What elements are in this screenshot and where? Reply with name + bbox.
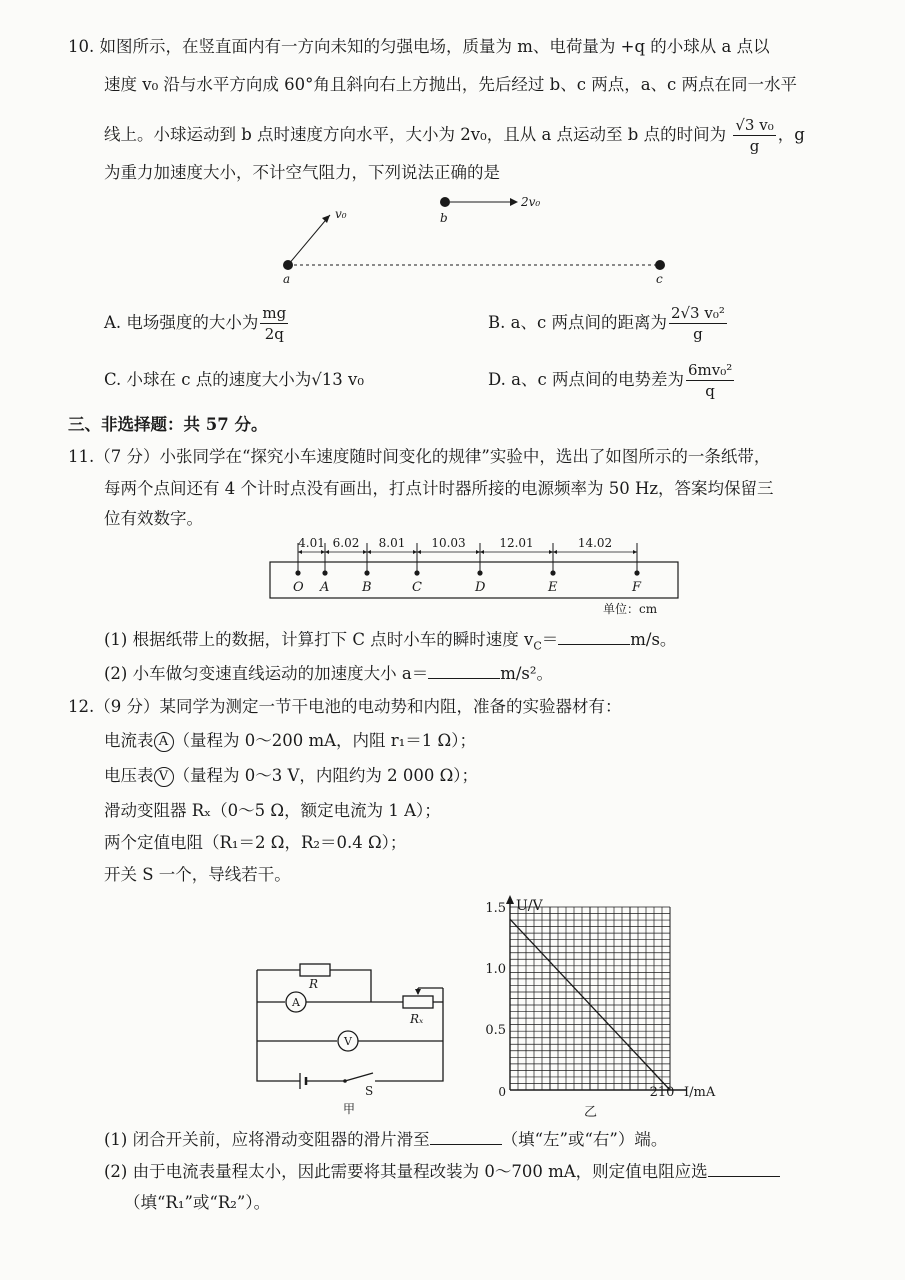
tape-segment-length: 6.02 [332, 536, 360, 550]
q10-line4: 为重力加速度大小，不计空气阻力，下列说法正确的是 [104, 163, 500, 182]
label-b: b [440, 211, 448, 225]
label-2v0: 2v₀ [521, 195, 541, 209]
vc-answer-blank[interactable] [558, 628, 630, 645]
fraction-numerator: 2√3 v₀² [670, 304, 725, 322]
q10-line3-text: 线上。小球运动到 b 点时速度方向水平，大小为 2v₀，且从 a 点运动至 b 点的时间为 [104, 125, 727, 144]
fraction-numerator: 6mv₀² [687, 361, 733, 379]
tape-point-label: O [293, 580, 304, 595]
q12-item1 [104, 730, 476, 752]
tape-segment-length: 12.01 [499, 536, 534, 550]
option-d-text: D. a、c 两点间的电势差为 [488, 370, 684, 389]
x-axis-label: I/mA [684, 1085, 716, 1100]
voltmeter-label: 电压表 [104, 766, 154, 785]
option-b-text: B. a、c 两点间的距离为 [488, 313, 667, 332]
label-R: R [309, 977, 319, 991]
tape-point-label: D [475, 580, 486, 595]
y-tick-label: 0.5 [485, 1023, 506, 1038]
slider-answer-blank[interactable] [430, 1128, 502, 1145]
ui-graph [470, 890, 740, 1120]
tape-dot [322, 570, 327, 575]
option-d [488, 360, 736, 401]
tape-point-label: E [548, 580, 558, 595]
q12-line1: 12.（9 分）某同学为测定一节干电池的电动势和内阻，准备的实验器材有： [68, 697, 622, 716]
tape-dot [295, 570, 300, 575]
fraction-denominator: g [693, 325, 703, 343]
q12-sub1 [104, 1128, 667, 1151]
dimension-arrowhead-icon [553, 550, 557, 554]
paper-tape-figure [270, 535, 690, 620]
section-3-heading: 三、非选择题：共 57 分。 [68, 415, 268, 434]
dimension-arrowhead-icon [476, 550, 480, 554]
option-a-text: A. 电场强度的大小为 [104, 313, 259, 332]
voltmeter-symbol: V [154, 767, 174, 787]
label-V: V [344, 1035, 352, 1048]
wire-left [257, 970, 300, 1081]
2v0-arrowhead [510, 198, 518, 206]
y-tick-label: 1.5 [485, 901, 506, 916]
tape-dot [364, 570, 369, 575]
q11-sub1 [104, 628, 676, 657]
option-c-value: √13 v₀ [311, 370, 364, 389]
option-b [488, 303, 729, 344]
tape-unit-label: 单位：cm [603, 602, 658, 616]
tape-dot [477, 570, 482, 575]
tape-point-label: B [362, 580, 372, 595]
q11-sub2-unit: m/s²。 [500, 664, 553, 683]
tape-segment-length: 10.03 [431, 536, 466, 550]
v0-arrowhead [322, 215, 330, 223]
tape-point-label: C [412, 580, 422, 595]
tape-dot [414, 570, 419, 575]
q11-sub1-unit: m/s。 [630, 630, 677, 649]
q11-sub2-text: (2) 小车做匀变速直线运动的加速度大小 a＝ [104, 664, 429, 683]
y-axis-label: U/V [516, 898, 543, 914]
q10-line1: 10. 如图所示，在竖直面内有一方向未知的匀强电场，质量为 m、电荷量为 +q 的小球从 a 点以 [68, 37, 770, 56]
label-A: A [292, 996, 300, 1009]
q12-sub1-text: (1) 闭合开关前，应将滑动变阻器的滑片滑至 [104, 1130, 430, 1149]
tape-strip [270, 562, 678, 598]
dimension-arrowhead-icon [367, 550, 371, 554]
dimension-arrowhead-icon [417, 550, 421, 554]
q12-sub2-line2: （填“R₁”或“R₂”）。 [124, 1193, 271, 1212]
point-b [440, 197, 450, 207]
point-c [655, 260, 665, 270]
dimension-arrowhead-icon [549, 550, 553, 554]
q11-sub2 [104, 662, 553, 685]
option-a-fraction [260, 303, 288, 344]
dimension-arrowhead-icon [325, 550, 329, 554]
ammeter-label: 电流表 [104, 731, 154, 750]
fraction-denominator: q [705, 382, 715, 400]
tape-dot [550, 570, 555, 575]
switch-pivot [343, 1079, 347, 1083]
v0-arrow [288, 215, 330, 265]
label-a: a [283, 272, 291, 286]
ammeter-spec: （量程为 0～200 mA，内阻 r₁＝1 Ω）； [173, 731, 476, 750]
q11-line3: 位有效数字。 [104, 509, 203, 528]
q12-item2 [104, 765, 478, 787]
q12-item5: 开关 S 一个，导线若干。 [104, 865, 291, 884]
ammeter-symbol: A [154, 732, 174, 752]
fraction-denominator: g [749, 137, 760, 155]
option-c-text: C. 小球在 c 点的速度大小为 [104, 370, 312, 389]
tape-segment-length: 8.01 [378, 536, 406, 550]
q11-sub1-equals: ＝ [541, 630, 559, 649]
dimension-arrowhead-icon [413, 550, 417, 554]
circuit-diagram [245, 955, 455, 1120]
tape-point-label: F [632, 580, 642, 595]
label-v0: v₀ [335, 207, 347, 221]
q11-line1: 11.（7 分）小张同学在“探究小车速度随时间变化的规律”实验中，选出了如图所示的一条纸带， [68, 447, 771, 466]
q12-sub1-tail: （填“左”或“右”）端。 [501, 1130, 668, 1149]
dimension-arrowhead-icon [363, 550, 367, 554]
option-d-fraction [686, 360, 734, 401]
q11-line2: 每两个点间还有 4 个计时点没有画出，打点计时器所接的电源频率为 50 Hz，答案均保留三 [104, 479, 774, 498]
dimension-arrowhead-icon [321, 550, 325, 554]
label-Rx: Rₓ [410, 1012, 424, 1026]
y-axis-arrowhead-icon [506, 895, 514, 904]
caption-jia: 甲 [343, 1102, 356, 1116]
option-c [104, 369, 364, 391]
accel-answer-blank[interactable] [428, 662, 500, 679]
q10-line3-tail: ，g [777, 125, 805, 144]
label-c: c [656, 272, 663, 286]
x-max-tick-label: 210 [649, 1085, 675, 1100]
graph-caption: 乙 [584, 1105, 598, 1120]
origin-label: 0 [498, 1085, 506, 1099]
option-b-fraction [669, 303, 727, 344]
dimension-arrowhead-icon [480, 550, 484, 554]
resistor-R [300, 964, 330, 976]
slider-arrow-icon [415, 989, 421, 995]
q10-time-fraction [733, 115, 775, 156]
q12-sub2 [104, 1160, 780, 1183]
q11-sub1-text: (1) 根据纸带上的数据，计算打下 C 点时小车的瞬时速度 v [104, 630, 534, 649]
q12-item4: 两个定值电阻（R₁＝2 Ω，R₂＝0.4 Ω）； [104, 833, 407, 852]
label-S: S [365, 1084, 374, 1098]
tape-point-label: A [320, 580, 330, 595]
dimension-arrowhead-icon [298, 550, 302, 554]
wire-top-right [330, 970, 371, 1002]
tape-dot [634, 570, 639, 575]
tape-segment-length: 4.01 [298, 536, 325, 550]
resistor-answer-blank[interactable] [708, 1160, 780, 1177]
fraction-numerator: √3 v₀ [735, 116, 774, 134]
fraction-numerator: mg [262, 304, 287, 322]
y-tick-label: 1.0 [485, 962, 506, 977]
fraction-denominator: 2q [264, 325, 284, 343]
q10-line3 [104, 115, 805, 156]
q10-line2: 速度 v₀ 沿与水平方向成 60°角且斜向右上方抛出，先后经过 b、c 两点，a、c 两点在同一水平 [104, 75, 798, 94]
tape-segment-length: 14.02 [577, 536, 613, 550]
dimension-arrowhead-icon [633, 550, 637, 554]
q10-figure [270, 190, 690, 290]
option-a [104, 303, 290, 344]
q12-sub2-text: (2) 由于电流表量程太小，因此需要将其量程改装为 0～700 mA，则定值电阻应选 [104, 1162, 708, 1181]
switch-S [345, 1073, 373, 1081]
q12-item3: 滑动变阻器 Rₓ（0～5 Ω，额定电流为 1 A）； [104, 801, 441, 820]
vc-subscript: C [533, 639, 542, 653]
voltmeter-spec: （量程为 0～3 V，内阻约为 2 000 Ω）； [173, 766, 479, 785]
rheostat-Rx [403, 996, 433, 1008]
